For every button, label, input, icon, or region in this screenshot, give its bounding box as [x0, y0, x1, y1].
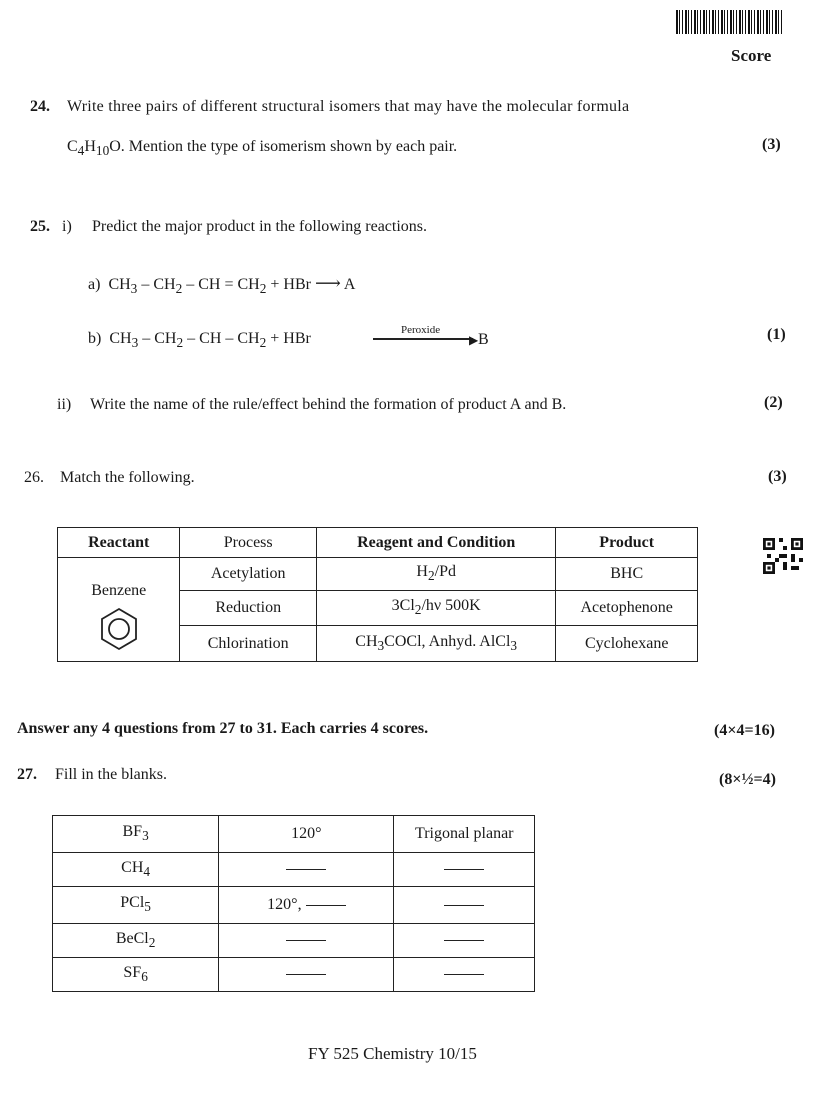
- q24-number: 24.: [30, 98, 50, 115]
- q25-part-ii-label: ii): [57, 396, 72, 413]
- formula-o: O.: [109, 138, 125, 155]
- q24-line2: [67, 138, 457, 159]
- molecule-bf3: $BF_3$: [53, 816, 219, 853]
- process-chlorination: Chlorination: [180, 626, 317, 662]
- section-marks: (4×4=16): [714, 722, 775, 739]
- q25-part-i-text: Predict the major product in the following reactions.: [92, 218, 428, 235]
- reagent-cl2: [316, 591, 555, 626]
- reagent-cl2-text: 3Cl: [391, 597, 415, 615]
- reactant-cell: [58, 558, 180, 662]
- formula-h-sub: 10: [95, 143, 110, 159]
- reagent-ch3cocl: $CH_3COCl$, Anhyd. AlCl$_3$: [316, 626, 555, 662]
- q26-marks: (3): [768, 468, 787, 485]
- q25-marks-ii: (2): [764, 394, 783, 411]
- reaction-b-arrow-line: [373, 338, 473, 340]
- reagent-cl2-tail: /hν 500K: [421, 597, 481, 615]
- header-reactant: Reactant: [58, 528, 180, 558]
- blank-shape-pcl5: [394, 887, 535, 924]
- formula-h: H: [84, 138, 96, 155]
- header-reagent: Reagent and Condition: [316, 528, 555, 558]
- molecule-becl2: BeCl$_2$: [53, 924, 219, 958]
- reaction-b-label: b): [88, 330, 102, 347]
- reaction-b: b) $CH_3 - CH_2$ – CH – $CH_2$ + HBr: [88, 330, 311, 351]
- angle-pcl5-value: 120°,: [267, 896, 302, 913]
- blank-angle-becl2: [219, 924, 394, 958]
- q27-text: Fill in the blanks.: [55, 766, 167, 783]
- q25-part-i-label: i): [62, 218, 72, 235]
- blank-angle-sf6: [219, 958, 394, 992]
- q25-part-ii-text: Write the name of the rule/effect behind the formation of product A and B.: [90, 396, 567, 413]
- reaction-b-product: B: [478, 331, 489, 348]
- q24-line1: Write three pairs of different structural isomers that may have the molecular formula: [67, 98, 630, 115]
- blank-shape-ch4: [394, 853, 535, 887]
- q26-text: Match the following.: [60, 469, 195, 486]
- q25-number: 25.: [30, 218, 50, 235]
- section-instruction: Answer any 4 questions from 27 to 31. Each carries 4 scores.: [17, 720, 429, 737]
- barcode: [676, 10, 783, 34]
- reaction-b-condition: Peroxide: [401, 324, 441, 336]
- molecule-pcl5: PCl$_5$: [53, 887, 219, 924]
- process-reduction: Reduction: [180, 591, 317, 626]
- q26-number: 26.: [24, 469, 44, 486]
- product-bhc: BHC: [556, 558, 698, 591]
- header-product: Product: [556, 528, 698, 558]
- q25-marks-i: (1): [767, 326, 786, 343]
- angle-pcl5: [219, 887, 394, 924]
- reagent-h2pd: $H_2/Pd$: [316, 558, 555, 591]
- molecule-sf6: $SF_6$: [53, 958, 219, 992]
- blank-angle-ch4: [219, 853, 394, 887]
- formula-c: C: [67, 138, 78, 155]
- angle-bf3: 120°: [219, 816, 394, 853]
- footer-text: FY 525 Chemistry 10/15: [308, 1044, 477, 1063]
- reagent-cl2-sub: 2: [414, 602, 422, 618]
- q24-marks: (3): [762, 136, 781, 153]
- reaction-a-product: A: [343, 276, 356, 293]
- blank-shape-sf6: [394, 958, 535, 992]
- score-label: Score: [731, 46, 772, 65]
- process-acetylation: Acetylation: [180, 558, 317, 591]
- qr-code-icon: [763, 538, 803, 574]
- q24-line2-text: Mention the type of isomerism shown by each pair.: [128, 138, 458, 155]
- product-acetophenone: Acetophenone: [556, 591, 698, 626]
- shape-bf3: Trigonal planar: [394, 816, 535, 853]
- match-table: [57, 527, 698, 662]
- reactant-benzene: Benzene: [91, 582, 147, 599]
- q27-marks: (8×½=4): [719, 771, 776, 788]
- q27-number: 27.: [17, 766, 37, 783]
- reaction-a-label: a): [88, 276, 101, 293]
- product-cyclohexane: Cyclohexane: [556, 626, 698, 662]
- header-process: Process: [180, 528, 317, 558]
- reaction-a: a) $CH_3 - CH_2$ – CH = $CH_2$ + HBr ⟶ A: [88, 273, 356, 297]
- blank-shape-becl2: [394, 924, 535, 958]
- molecule-ch4: $CH_4$: [53, 853, 219, 887]
- formula-c-sub: 4: [77, 143, 85, 159]
- reaction-b-arrowhead: ▶: [469, 333, 479, 347]
- benzene-ring-icon: [96, 606, 142, 652]
- fill-blanks-table: [52, 815, 535, 992]
